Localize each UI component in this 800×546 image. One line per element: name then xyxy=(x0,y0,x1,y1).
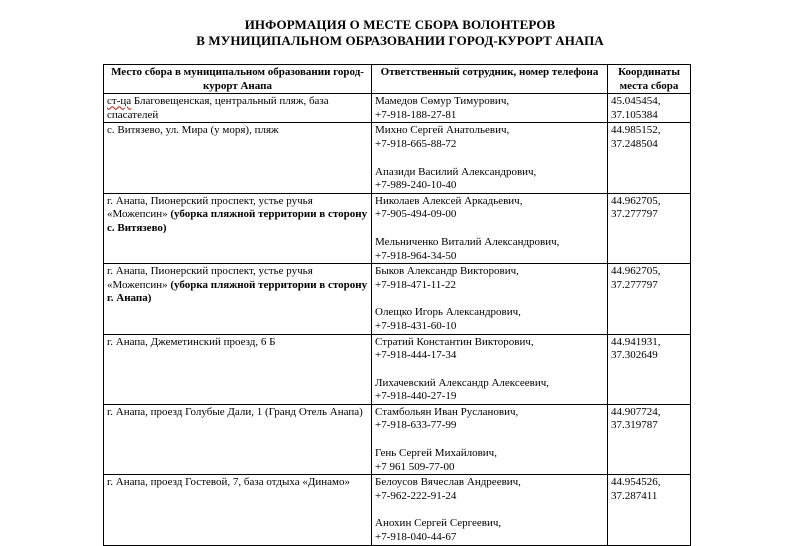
place-note: (уборка пляжной территории в сторону г. Анапа) xyxy=(107,278,368,305)
person-1-phone: +7-962-222-91-24 xyxy=(375,489,457,502)
document-title xyxy=(0,17,800,49)
title-line-2: В МУНИЦИПАЛЬНОМ ОБРАЗОВАНИИ ГОРОД-КУРОРТ АНАПА xyxy=(196,33,604,48)
place-prefix: ст-ца xyxy=(107,95,132,108)
person-2-phone: +7-989-240-10-40 xyxy=(375,179,457,192)
cell-place xyxy=(104,193,372,263)
person-1-name: Стамбольян Иван Русланович, xyxy=(375,405,519,418)
cell-person xyxy=(372,193,608,263)
place-text: г. Анапа, Джеметинский проезд, 6 Б xyxy=(107,335,276,348)
table-row xyxy=(104,334,691,404)
person-2-phone: +7-918-964-34-50 xyxy=(375,249,457,262)
cell-person xyxy=(372,94,608,123)
table-row xyxy=(104,193,691,263)
place-text: г. Анапа, Пионерский проспект, устье ручья «Можепсин» xyxy=(107,194,313,221)
person-1-name: Стратий Константин Викторович, xyxy=(375,335,534,348)
cell-coords: 44.985152, 37.248504 xyxy=(608,123,691,193)
person-1-phone: +7-918-188-27-81 xyxy=(375,108,457,121)
place-text: Благовещенская, центральный пляж, база спасателей xyxy=(107,95,329,121)
person-1-phone: +7-905-494-09-00 xyxy=(375,208,457,221)
title-line-1: ИНФОРМАЦИЯ О МЕСТЕ СБОРА ВОЛОНТЕРОВ xyxy=(244,17,556,32)
cell-person xyxy=(372,334,608,404)
person-2-name: Анохин Сергей Сергеевич, xyxy=(375,517,502,530)
person-1-phone: +7-918-665-88-72 xyxy=(375,137,457,150)
cell-place xyxy=(104,123,372,193)
cell-person xyxy=(372,475,608,545)
cell-coords: 45.045454, 37.105384 xyxy=(608,94,691,123)
header-coords: Координаты места сбора xyxy=(608,65,691,94)
person-1-name: Быков Александр Викторович, xyxy=(375,265,519,278)
table-row xyxy=(104,404,691,474)
cell-place xyxy=(104,404,372,474)
cell-place xyxy=(104,264,372,334)
person-1-name: Михно Сергей Анатольевич, xyxy=(375,124,510,137)
cell-coords: 44.954526, 37.287411 xyxy=(608,475,691,545)
person-1-phone: +7-918-444-17-34 xyxy=(375,349,457,362)
cell-coords: 44.941931, 37.302649 xyxy=(608,334,691,404)
table-row xyxy=(104,264,691,334)
volunteer-points-table xyxy=(103,64,691,546)
person-2-name: Олещко Игорь Александрович, xyxy=(375,306,521,319)
person-1-name: Белоусов Вячеслав Андреевич, xyxy=(375,476,521,489)
person-2-name: Гень Сергей Михайлович, xyxy=(375,447,497,460)
cell-person xyxy=(372,404,608,474)
person-1-name: Мамедов Сөмур Тимурович, xyxy=(375,95,510,108)
person-1-name: Николаев Алексей Аркадьевич, xyxy=(375,194,523,207)
cell-place xyxy=(104,334,372,404)
place-text: г. Анапа, проезд Голубые Дали, 1 (Гранд Отель Анапа) xyxy=(107,405,363,418)
table-row xyxy=(104,94,691,123)
place-text: г. Анапа, проезд Гостевой, 7, база отдыха «Динамо» xyxy=(107,476,350,489)
person-2-name: Апазиди Василий Александрович, xyxy=(375,165,537,178)
table-header-row xyxy=(104,65,691,94)
table-row xyxy=(104,475,691,545)
cell-coords: 44.962705, 37.277797 xyxy=(608,264,691,334)
place-text: г. Анапа, Пионерский проспект, устье ручья «Можепсин» xyxy=(107,265,313,291)
header-person: Ответственный сотрудник, номер телефона xyxy=(372,65,608,94)
place-text: с. Витязево, ул. Мира (у моря), пляж xyxy=(107,124,279,137)
cell-place xyxy=(104,475,372,545)
cell-coords: 44.907724, 37.319787 xyxy=(608,404,691,474)
header-place: Место сбора в муниципальном образовании город-курорт Анапа xyxy=(104,65,372,94)
person-1-phone: +7-918-633-77-99 xyxy=(375,419,457,432)
cell-person xyxy=(372,264,608,334)
person-1-phone: +7-918-471-11-22 xyxy=(375,278,456,291)
person-2-phone: +7-918-431-60-10 xyxy=(375,319,457,332)
place-note: (уборка пляжной территории в сторону с. Витязево) xyxy=(107,208,368,234)
cell-person xyxy=(372,123,608,193)
table-row xyxy=(104,123,691,193)
person-2-name: Лихачевский Александр Алексеевич, xyxy=(375,376,549,389)
cell-coords: 44.962705, 37.277797 xyxy=(608,193,691,263)
person-2-name: Мельниченко Виталий Александрович, xyxy=(375,235,560,248)
cell-place xyxy=(104,94,372,123)
person-2-phone: +7 961 509-77-00 xyxy=(375,460,455,473)
person-2-phone: +7-918-440-27-19 xyxy=(375,390,457,403)
person-2-phone: +7-918-040-44-67 xyxy=(375,531,457,544)
